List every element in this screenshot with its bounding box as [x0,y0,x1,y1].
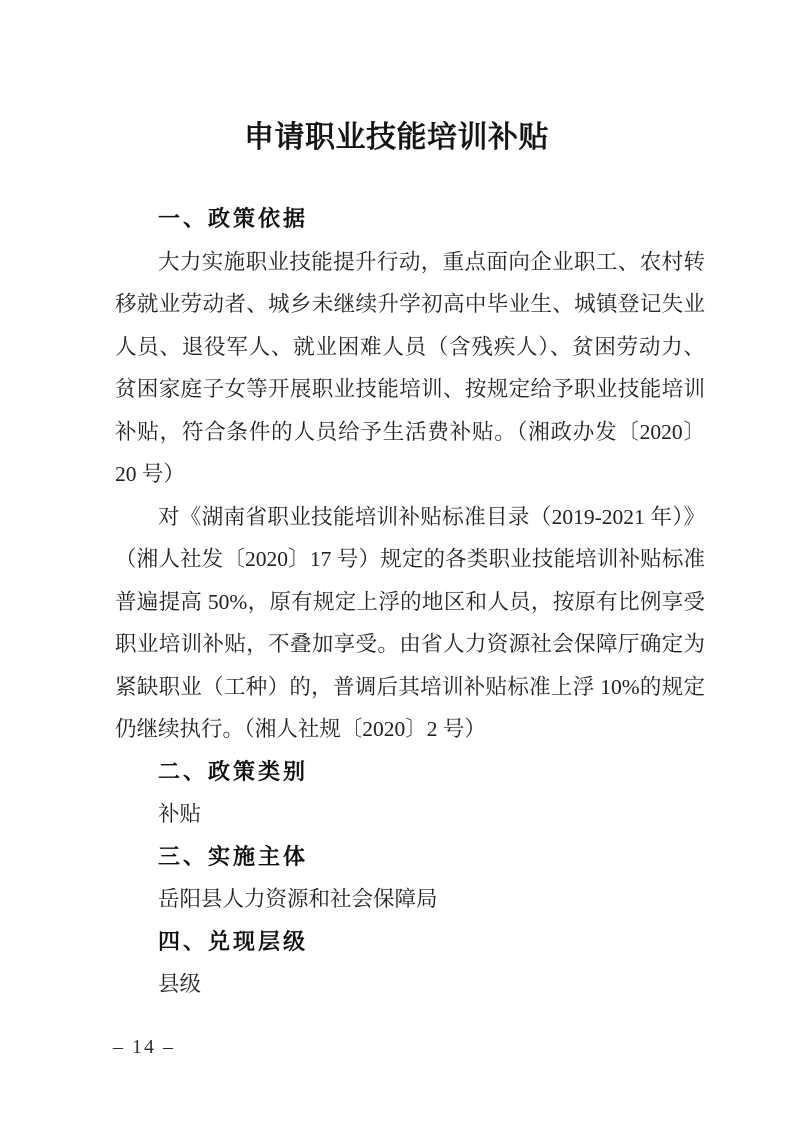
section-heading-fulfillment-level: 四、兑现层级 [158,928,309,954]
fulfillment-level-value: 县级 [158,972,202,996]
section-heading-policy-basis: 一、政策依据 [158,206,309,231]
page-number: – 14 – [113,1036,175,1058]
implementing-agency-value: 岳阳县人力资源和社会保障局 [158,887,438,911]
policy-category-value: 补贴 [158,802,202,826]
section-heading-implementing-agency: 三、实施主体 [158,843,309,869]
document-title: 申请职业技能培训补贴 [244,121,549,154]
policy-basis-paragraph-2: 对《湖南省职业技能培训补贴标准目录（2019-2021 年）》（湘人社发〔2020〕17 号）规定的各类职业技能培训补贴标准普遍提高 50%，原有规定上浮的地区和人员，按原有比例享受职业培训补贴，不叠加享受。由省人力资源社会保障厅确定为紧缺职业（工种）的，普调后其培训补贴标准上浮 10%的规定仍继续执行。（湘人社规〔2020〕2 号） [115,504,705,741]
policy-basis-paragraph-1: 大力实施职业技能提升行动，重点面向企业职工、农村转移就业劳动者、城乡未继续升学初高中毕业生、城镇登记失业人员、退役军人、就业困难人员（含残疾人）、贫困劳动力、贫困家庭子女等开展职业技能培训、按规定给予职业技能培训补贴，符合条件的人员给予生活费补贴。（湘政办发〔2020〕20 号） [115,249,705,486]
section-heading-policy-category: 二、政策类别 [158,758,309,784]
document-body [115,198,705,1006]
